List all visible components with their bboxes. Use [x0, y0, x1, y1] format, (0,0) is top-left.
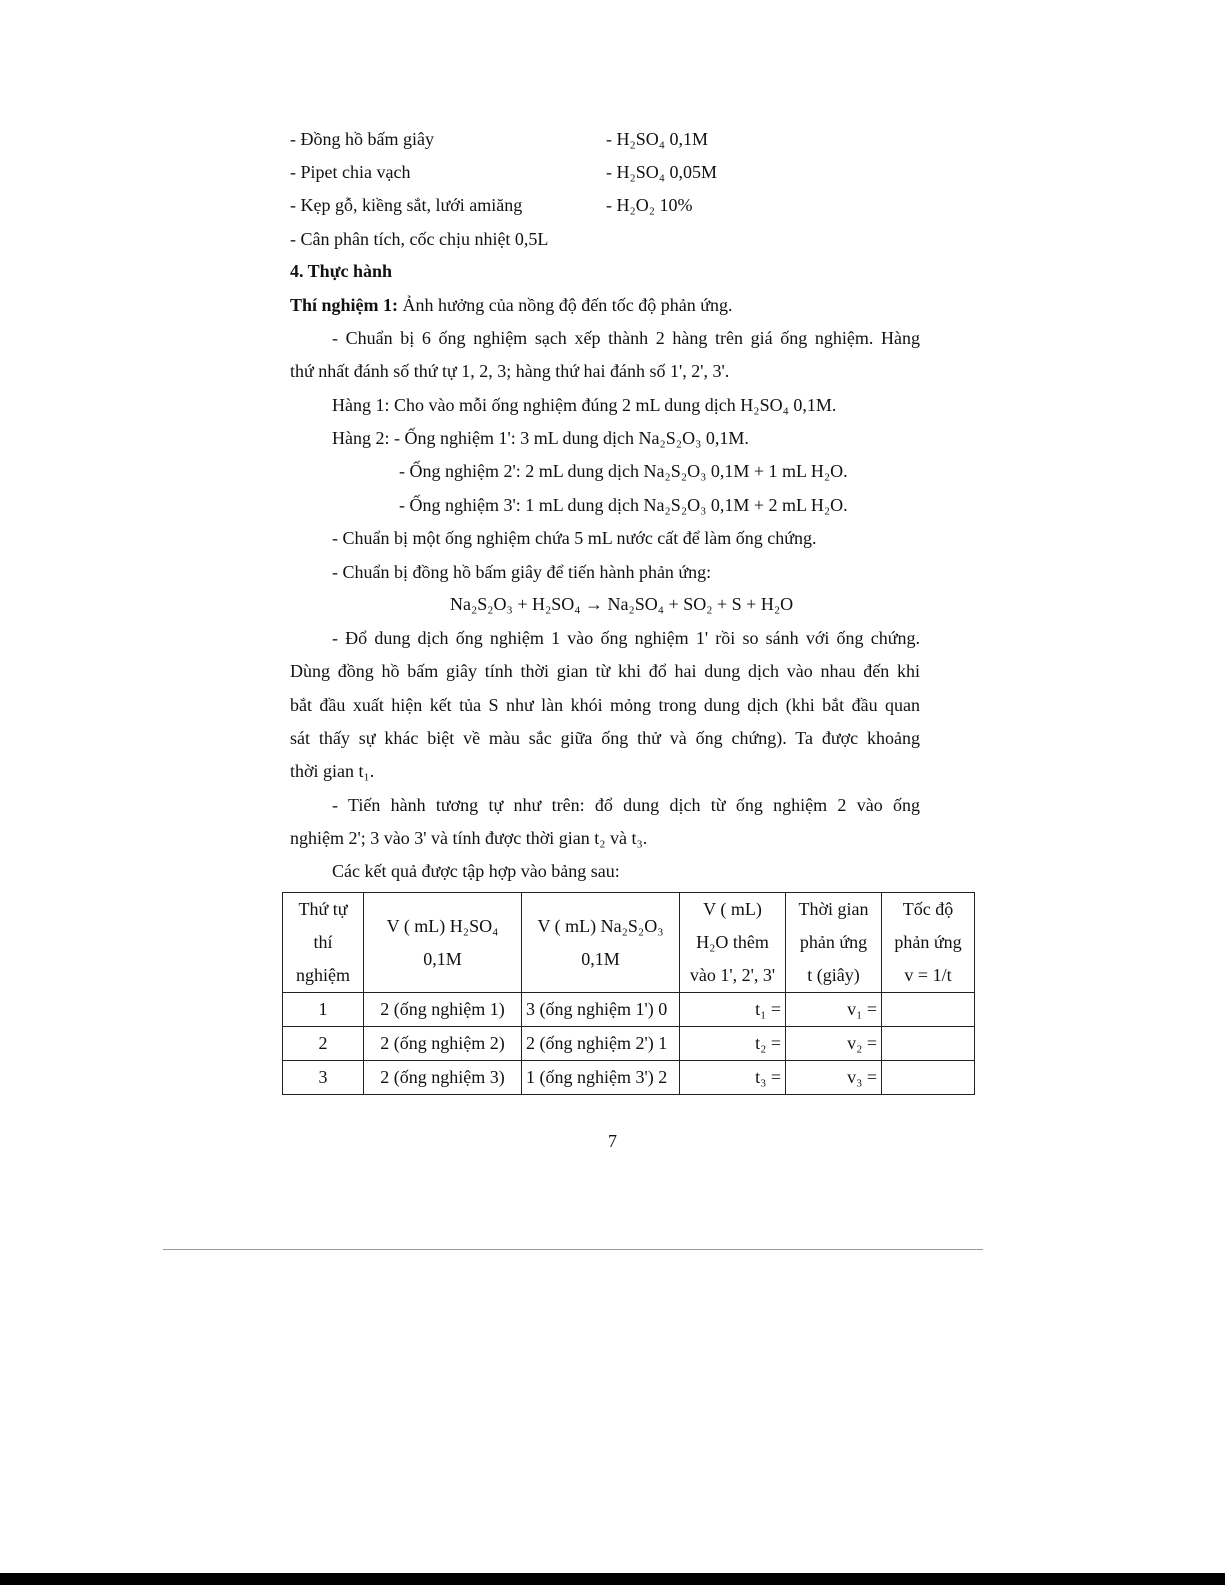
- table-cell: 3: [283, 1061, 364, 1095]
- header-cell: V ( mL) H₂SO₄ 0,1M: [364, 893, 522, 993]
- table-row: [283, 1027, 975, 1061]
- table-cell: [882, 993, 975, 1027]
- paragraph-line: [290, 727, 920, 749]
- equipment-item-right: - H₂O₂ 10%: [606, 195, 693, 215]
- table-cell: t₂ =: [680, 1027, 786, 1061]
- equipment-item-left: - Cân phân tích, cốc chịu nhiệt 0,5L: [290, 229, 549, 249]
- table-cell: t₁ =: [680, 993, 786, 1027]
- table-cell: t₃ =: [680, 1061, 786, 1095]
- paragraph-line: [290, 327, 920, 349]
- paragraph-line: [290, 627, 920, 649]
- table-cell: 2: [283, 1027, 364, 1061]
- table-cell: v₁ =: [786, 993, 882, 1027]
- pour-line: bắt đầu xuất hiện kết tủa S như làn khói mỏng trong dung dịch (khi bắt đầu quan: [290, 695, 920, 715]
- paragraph-line: [290, 660, 920, 682]
- table-row: [283, 993, 975, 1027]
- pour-line: Dùng đồng hồ bấm giây tính thời gian từ khi đổ hai dung dịch vào nhau đến khi: [290, 661, 920, 681]
- row2b-text: - Ống nghiệm 2': 2 mL dung dịch Na₂S₂O₃ 0,1M + 1 mL H₂O.: [399, 461, 848, 481]
- pour-line: - Đổ dung dịch ống nghiệm 1 vào ống nghiệm 1' rồi so sánh với ống chứng.: [332, 628, 920, 648]
- equipment-item-right: - H₂SO₄ 0,1M: [606, 129, 709, 149]
- header-cell: V ( mL) Na₂S₂O₃ 0,1M: [522, 893, 680, 993]
- equipment-item-right: - H₂SO₄ 0,05M: [606, 162, 718, 182]
- table-cell: 2 (ống nghiệm 3): [364, 1061, 522, 1095]
- bottom-bar: [0, 1573, 1225, 1585]
- row2c-text: - Ống nghiệm 3': 1 mL dung dịch Na₂S₂O₃ 0,1M + 2 mL H₂O.: [399, 495, 848, 515]
- page-number: 7: [608, 1131, 617, 1151]
- experiment-title-text: Ảnh hưởng của nồng độ đến tốc độ phản ứng.: [398, 295, 733, 315]
- repeat-line-2: nghiệm 2'; 3 vào 3' và tính được thời gian t₂ và t₃.: [290, 828, 648, 848]
- table-cell: v₂ =: [786, 1027, 882, 1061]
- stopwatch-text: - Chuẩn bị đồng hồ bấm giây để tiến hành phản ứng:: [332, 562, 712, 582]
- page-divider: [163, 1249, 983, 1250]
- prep-line-2: thứ nhất đánh số thứ tự 1, 2, 3; hàng thứ hai đánh số 1', 2', 3'.: [290, 361, 730, 381]
- table-cell: 3 (ống nghiệm 1') 0: [522, 993, 680, 1027]
- header-cell: Thời gian phản ứng t (giây): [786, 893, 882, 993]
- table-header-row: [283, 893, 975, 993]
- reaction-equation: Na₂S₂O₃ + H₂SO₄ → Na₂SO₄ + SO₂ + S + H₂O: [450, 594, 794, 614]
- results-intro: Các kết quả được tập hợp vào bảng sau:: [332, 861, 620, 881]
- equipment-item-left: - Kẹp gỗ, kiềng sắt, lưới amiăng: [290, 195, 523, 215]
- table-cell: 2 (ống nghiệm 2): [364, 1027, 522, 1061]
- row1-text: Hàng 1: Cho vào mỗi ống nghiệm đúng 2 mL dung dịch H₂SO₄ 0,1M.: [332, 395, 837, 415]
- equipment-item-left: - Pipet chia vạch: [290, 162, 411, 182]
- control-text: - Chuẩn bị một ống nghiệm chứa 5 mL nước cất để làm ống chứng.: [332, 528, 817, 548]
- header-cell: V ( mL) H₂O thêm vào 1', 2', 3': [680, 893, 786, 993]
- table-cell: 2 (ống nghiệm 2') 1: [522, 1027, 680, 1061]
- table-cell: 1: [283, 993, 364, 1027]
- header-cell: Thứ tự thí nghiệm: [283, 893, 364, 993]
- table-cell: 2 (ống nghiệm 1): [364, 993, 522, 1027]
- repeat-line-1: - Tiến hành tương tự như trên: đổ dung dịch từ ống nghiệm 2 vào ống: [332, 795, 920, 815]
- table-cell: [882, 1061, 975, 1095]
- paragraph-line: [290, 694, 920, 716]
- section-heading: 4. Thực hành: [290, 261, 393, 281]
- table-cell: 1 (ống nghiệm 3') 2: [522, 1061, 680, 1095]
- equipment-item-left: - Đồng hồ bấm giây: [290, 129, 434, 149]
- row2-text: Hàng 2: - Ống nghiệm 1': 3 mL dung dịch Na₂S₂O₃ 0,1M.: [332, 428, 749, 448]
- paragraph-line: [290, 794, 920, 816]
- table-cell: v₃ =: [786, 1061, 882, 1095]
- experiment-title-label: Thí nghiệm 1:: [290, 295, 399, 315]
- experiment-title: [290, 294, 733, 316]
- results-table: [282, 892, 975, 1095]
- pour-last-line: thời gian t₁.: [290, 761, 375, 781]
- table-row: [283, 1061, 975, 1095]
- table-cell: [882, 1027, 975, 1061]
- prep-line-1: - Chuẩn bị 6 ống nghiệm sạch xếp thành 2 hàng trên giá ống nghiệm. Hàng: [332, 328, 920, 348]
- header-cell: Tốc độ phản ứng v = 1/t: [882, 893, 975, 993]
- pour-line: sát thấy sự khác biệt về màu sắc giữa ống thử và ống chứng). Ta được khoảng: [290, 728, 920, 748]
